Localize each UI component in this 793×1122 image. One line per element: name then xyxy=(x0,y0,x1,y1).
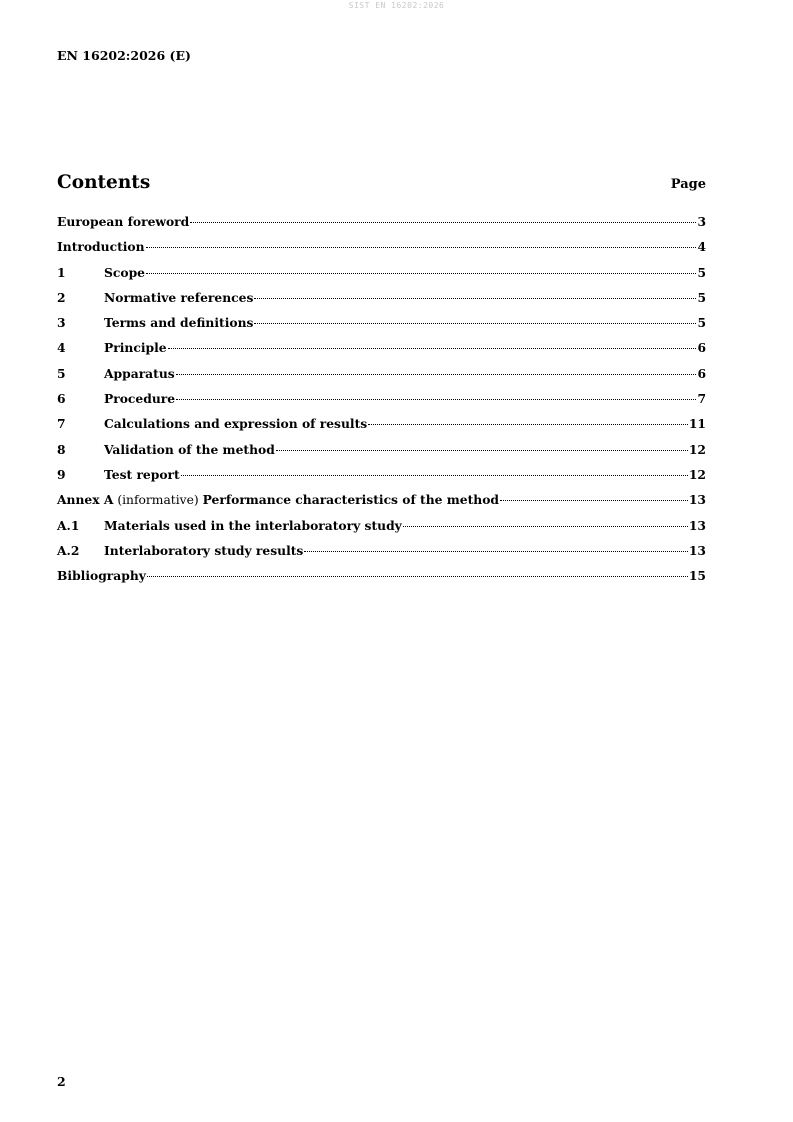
toc-entry-page: 13 xyxy=(688,492,706,508)
toc-entry-page: 13 xyxy=(688,542,706,558)
toc-entry-label: Calculations and expression of results xyxy=(104,416,368,432)
toc-entry-page: 12 xyxy=(688,466,706,482)
toc-leader xyxy=(190,222,696,223)
toc-title: Contents xyxy=(57,172,151,193)
toc-entry-test-report[interactable] xyxy=(57,467,706,492)
toc-entry-european-foreword[interactable] xyxy=(57,214,706,239)
toc-entry-number: A.1 xyxy=(57,517,80,533)
annex-label: Annex A xyxy=(57,492,114,508)
toc-leader xyxy=(254,323,696,324)
page-number: 2 xyxy=(57,1074,66,1089)
toc-entry-page: 12 xyxy=(688,441,706,457)
toc-entry-bibliography[interactable] xyxy=(57,568,706,593)
toc-entry-number: 3 xyxy=(57,315,66,331)
toc-leader xyxy=(181,475,688,476)
toc-entry-label: Normative references xyxy=(104,289,254,305)
toc-leader xyxy=(500,500,688,501)
toc-entry-number: 5 xyxy=(57,365,66,381)
toc-entry-number: 6 xyxy=(57,391,66,407)
toc-entry-label: Introduction xyxy=(57,239,145,255)
toc-leader xyxy=(168,348,697,349)
toc-entry-label: Terms and definitions xyxy=(104,315,254,331)
toc-entry-apparatus[interactable] xyxy=(57,366,706,391)
toc-entry-number: 2 xyxy=(57,289,66,305)
toc-entry-label: Validation of the method xyxy=(104,441,275,457)
toc-entry-label: Test report xyxy=(104,466,180,482)
toc-entry-procedure[interactable] xyxy=(57,391,706,416)
toc-entry-number: 7 xyxy=(57,416,66,432)
toc-entry-number: 4 xyxy=(57,340,66,356)
toc-leader xyxy=(146,247,697,248)
toc-entry-annex-a[interactable] xyxy=(57,492,706,517)
toc-entry-a1[interactable] xyxy=(57,518,706,543)
toc-entry-page: 11 xyxy=(688,416,706,432)
document-id: EN 16202:2026 (E) xyxy=(57,48,191,63)
toc-entry-page: 3 xyxy=(697,214,706,229)
toc-entry-number: A.2 xyxy=(57,542,80,558)
toc-entry-scope[interactable] xyxy=(57,265,706,290)
toc-entry-number: 9 xyxy=(57,466,66,482)
toc-leader xyxy=(176,374,697,375)
toc-entry-label: Procedure xyxy=(104,391,176,407)
toc-entry-label xyxy=(57,492,499,507)
toc-entry-page: 7 xyxy=(697,391,706,407)
toc-entry-number: 1 xyxy=(57,264,66,280)
toc-entry-label: Scope xyxy=(104,264,145,280)
toc-entry-page: 15 xyxy=(688,568,706,584)
toc-entry-label: Bibliography xyxy=(57,568,146,584)
toc-entry-label: Principle xyxy=(104,340,167,356)
toc-entry-page: 5 xyxy=(697,315,706,331)
toc-page-label: Page xyxy=(670,177,706,192)
toc-leader xyxy=(368,424,688,425)
toc-entry-label: Interlaboratory study results xyxy=(104,542,304,558)
toc-entry-page: 6 xyxy=(697,340,706,356)
toc-entry-calculations[interactable] xyxy=(57,416,706,441)
toc-entry-introduction[interactable] xyxy=(57,239,706,264)
watermark: SIST EN 16202:2026 xyxy=(348,1,445,10)
toc-leader xyxy=(403,526,688,527)
toc-entry-number: 8 xyxy=(57,441,66,457)
toc-entry-page: 4 xyxy=(697,239,706,255)
toc-entry-label: European foreword xyxy=(57,214,190,229)
toc-list xyxy=(57,214,706,593)
toc-entry-label: Materials used in the interlaboratory study xyxy=(104,517,402,533)
toc-leader xyxy=(147,576,688,577)
toc-entry-page: 13 xyxy=(688,517,706,533)
toc-leader xyxy=(304,551,688,552)
toc-entry-page: 5 xyxy=(697,289,706,305)
toc-leader xyxy=(176,399,696,400)
toc-leader xyxy=(146,273,696,274)
toc-entry-validation[interactable] xyxy=(57,442,706,467)
annex-note: (informative) xyxy=(113,493,203,508)
toc-entry-page: 5 xyxy=(697,264,706,280)
toc-entry-principle[interactable] xyxy=(57,340,706,365)
toc-entry-page: 6 xyxy=(697,365,706,381)
toc-entry-terms-and-definitions[interactable] xyxy=(57,315,706,340)
toc-leader xyxy=(254,298,696,299)
annex-title: Performance characteristics of the method xyxy=(202,492,500,508)
toc-leader xyxy=(276,450,688,451)
toc-entry-label: Apparatus xyxy=(104,365,175,381)
toc-entry-a2[interactable] xyxy=(57,543,706,568)
toc-header xyxy=(57,172,706,193)
toc-entry-normative-references[interactable] xyxy=(57,290,706,315)
